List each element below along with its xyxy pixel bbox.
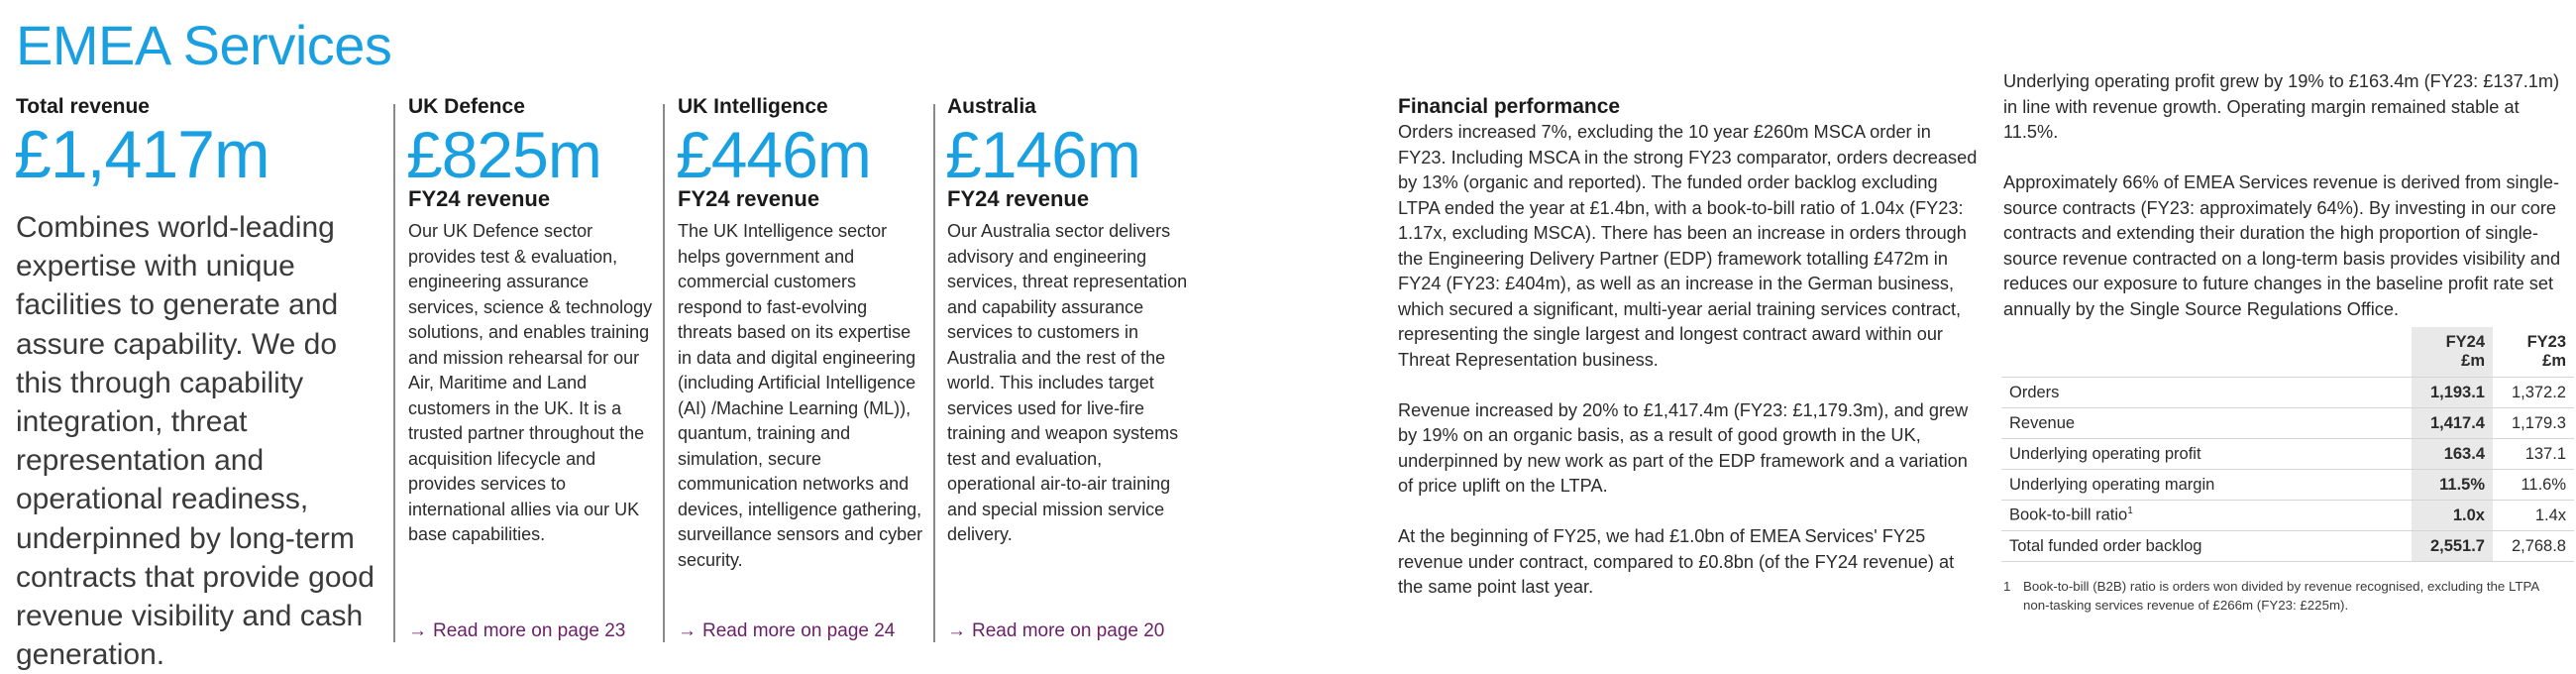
financial-paragraph: Approximately 66% of EMEA Services revenue is derived from single-source contracts (FY23: approximately 64%). By investing in our core contracts and extending their duration the high proportion of single-source revenue contracted on a long-term basis provides visibility and reduces our exposure to future changes in the baseline profit rate set annually by the Single Source Regulations Office. — [2003, 172, 2561, 319]
read-more-label: Read more on page 24 — [702, 620, 896, 641]
sector-name-uk-intelligence: UK Intelligence — [678, 95, 828, 118]
value-fy23: 137.1 — [2493, 439, 2574, 470]
financial-paragraph: Orders increased 7%, excluding the 10 year £260m MSCA order in FY23. Including MSCA in the strong FY23 comparator, orders decreased by 13% (organic and reported). The funded order backlog excluding LTPA ended the year at £1.4bn, with a book-to-bill ratio of 1.04x (FY23: 1.17x, excluding MSCA). There has been an increase in orders through the Engineering Delivery Partner (EDP) framework totalling £472m in FY24 (FY23: £404m), as well as an increase in the German business, which secured a significant, multi-year aerial training services contract, representing the single largest and longest contract award within our Threat Representation business. — [1398, 122, 1978, 370]
financial-paragraph: Revenue increased by 20% to £1,417.4m (FY23: £1,179.3m), and grew by 19% on an organic basis, as a result of good growth in the UK, underpinned by new work as part of the EDP framework and a variation of price uplift on the LTPA. — [1398, 399, 1969, 496]
total-revenue-description: Combines world-leading expertise with unique facilities to generate and assure capability. We do this through capability integration, threat representation and operational readiness, underpinned by long-term contracts that provide good revenue visibility and cash generation. — [16, 211, 375, 672]
table-row — [2001, 408, 2574, 439]
sector-body-uk-intelligence: The UK Intelligence sector helps government and commercial customers respond to fast-evolving threats based on its expertise in data and digital engineering (including Artificial Intelligence (AI) /Machine Learning (ML)), quantum, training and simulation, secure communication networks and devices, intelligence gathering, surveillance sensors and cyber security. — [678, 221, 923, 570]
sector-value-australia: £146m — [945, 118, 1140, 191]
row-label: Underlying operating profit — [2001, 439, 2412, 470]
sector-value-uk-defence: £825m — [406, 118, 601, 191]
row-label: Underlying operating margin — [2001, 470, 2412, 501]
read-more-label: Read more on page 23 — [433, 620, 626, 641]
table-row — [2001, 531, 2574, 562]
financial-paragraph: At the beginning of FY25, we had £1.0bn of EMEA Services' FY25 revenue under contract, compared to £0.8bn (of the FY24 revenue) at the same point last year. — [1398, 526, 1955, 597]
column-divider — [933, 104, 935, 642]
sector-value-uk-intelligence: £446m — [676, 118, 871, 191]
sector-name-australia: Australia — [947, 95, 1036, 118]
read-more-link-australia[interactable] — [947, 620, 1164, 642]
sector-revenue-label: FY24 revenue — [947, 186, 1090, 211]
value-fy23: 2,768.8 — [2493, 531, 2574, 562]
sector-revenue-label: FY24 revenue — [678, 186, 820, 211]
footnote-ref: 1 — [2127, 506, 2133, 517]
financial-paragraph: Underlying operating profit grew by 19% to £163.4m (FY23: £137.1m) in line with revenue growth. Operating margin remained stable at 11.5%. — [2003, 71, 2560, 142]
total-revenue-label: Total revenue — [16, 95, 150, 118]
sector-revenue-label: FY24 revenue — [408, 186, 551, 211]
arrow-right-icon: → — [947, 620, 966, 641]
value-fy24: 1,193.1 — [2412, 378, 2493, 408]
kpi-table-wrapper — [2001, 327, 2574, 562]
footnote-marker: 1 — [2003, 579, 2011, 594]
table-row — [2001, 439, 2574, 470]
sector-body-australia: Our Australia sector delivers advisory and engineering services, threat representation and capability assurance services to customers in Australia and the rest of the world. This includes target services used for live-fire training and weapon systems test and evaluation, operational air-to-air training and special mission service delivery. — [947, 221, 1188, 544]
value-fy23: 1,179.3 — [2493, 408, 2574, 439]
read-more-link-uk-defence[interactable] — [408, 620, 625, 642]
row-label: Revenue — [2001, 408, 2412, 439]
read-more-label: Read more on page 20 — [972, 620, 1165, 641]
table-header-fy23: FY23 £m — [2493, 327, 2574, 378]
table-header-fy24: FY24 £m — [2412, 327, 2493, 378]
value-fy24: 1.0x — [2412, 501, 2493, 531]
table-row — [2001, 378, 2574, 408]
arrow-right-icon: → — [408, 620, 427, 641]
financial-text-left — [1398, 120, 1978, 625]
row-label: Orders — [2001, 378, 2412, 408]
read-more-link-uk-intelligence[interactable] — [678, 620, 895, 642]
total-revenue-value: £1,417m — [14, 117, 269, 192]
arrow-right-icon: → — [678, 620, 697, 641]
value-fy23: 1.4x — [2493, 501, 2574, 531]
table-row — [2001, 470, 2574, 501]
column-divider — [393, 104, 395, 642]
value-fy24: 2,551.7 — [2412, 531, 2493, 562]
table-header-blank — [2001, 327, 2412, 378]
value-fy23: 1,372.2 — [2493, 378, 2574, 408]
value-fy23: 11.6% — [2493, 470, 2574, 501]
page-title: EMEA Services — [16, 14, 392, 76]
sector-body-uk-defence: Our UK Defence sector provides test & evaluation, engineering assurance services, science & technology solutions, and enables training and mission rehearsal for our Air, Maritime and Land customers in the UK. It is a trusted partner throughout the acquisition lifecycle and provides services to international allies via our UK base capabilities. — [408, 221, 653, 544]
column-divider — [663, 104, 665, 642]
financial-text-right — [2003, 69, 2570, 348]
kpi-table — [2001, 327, 2574, 562]
sector-name-uk-defence: UK Defence — [408, 95, 525, 118]
table-header-row — [2001, 327, 2574, 378]
table-row — [2001, 501, 2574, 531]
footnote-text: Book-to-bill (B2B) ratio is orders won divided by revenue recognised, excluding the LTPA non-tasking services revenue of £266m (FY23: £225m). — [2023, 579, 2539, 613]
value-fy24: 1,417.4 — [2412, 408, 2493, 439]
financial-heading: Financial performance — [1398, 95, 1621, 118]
value-fy24: 11.5% — [2412, 470, 2493, 501]
row-label: Book-to-bill ratio$^1$ — [2001, 501, 2412, 531]
value-fy24: 163.4 — [2412, 439, 2493, 470]
row-label: Total funded order backlog — [2001, 531, 2412, 562]
